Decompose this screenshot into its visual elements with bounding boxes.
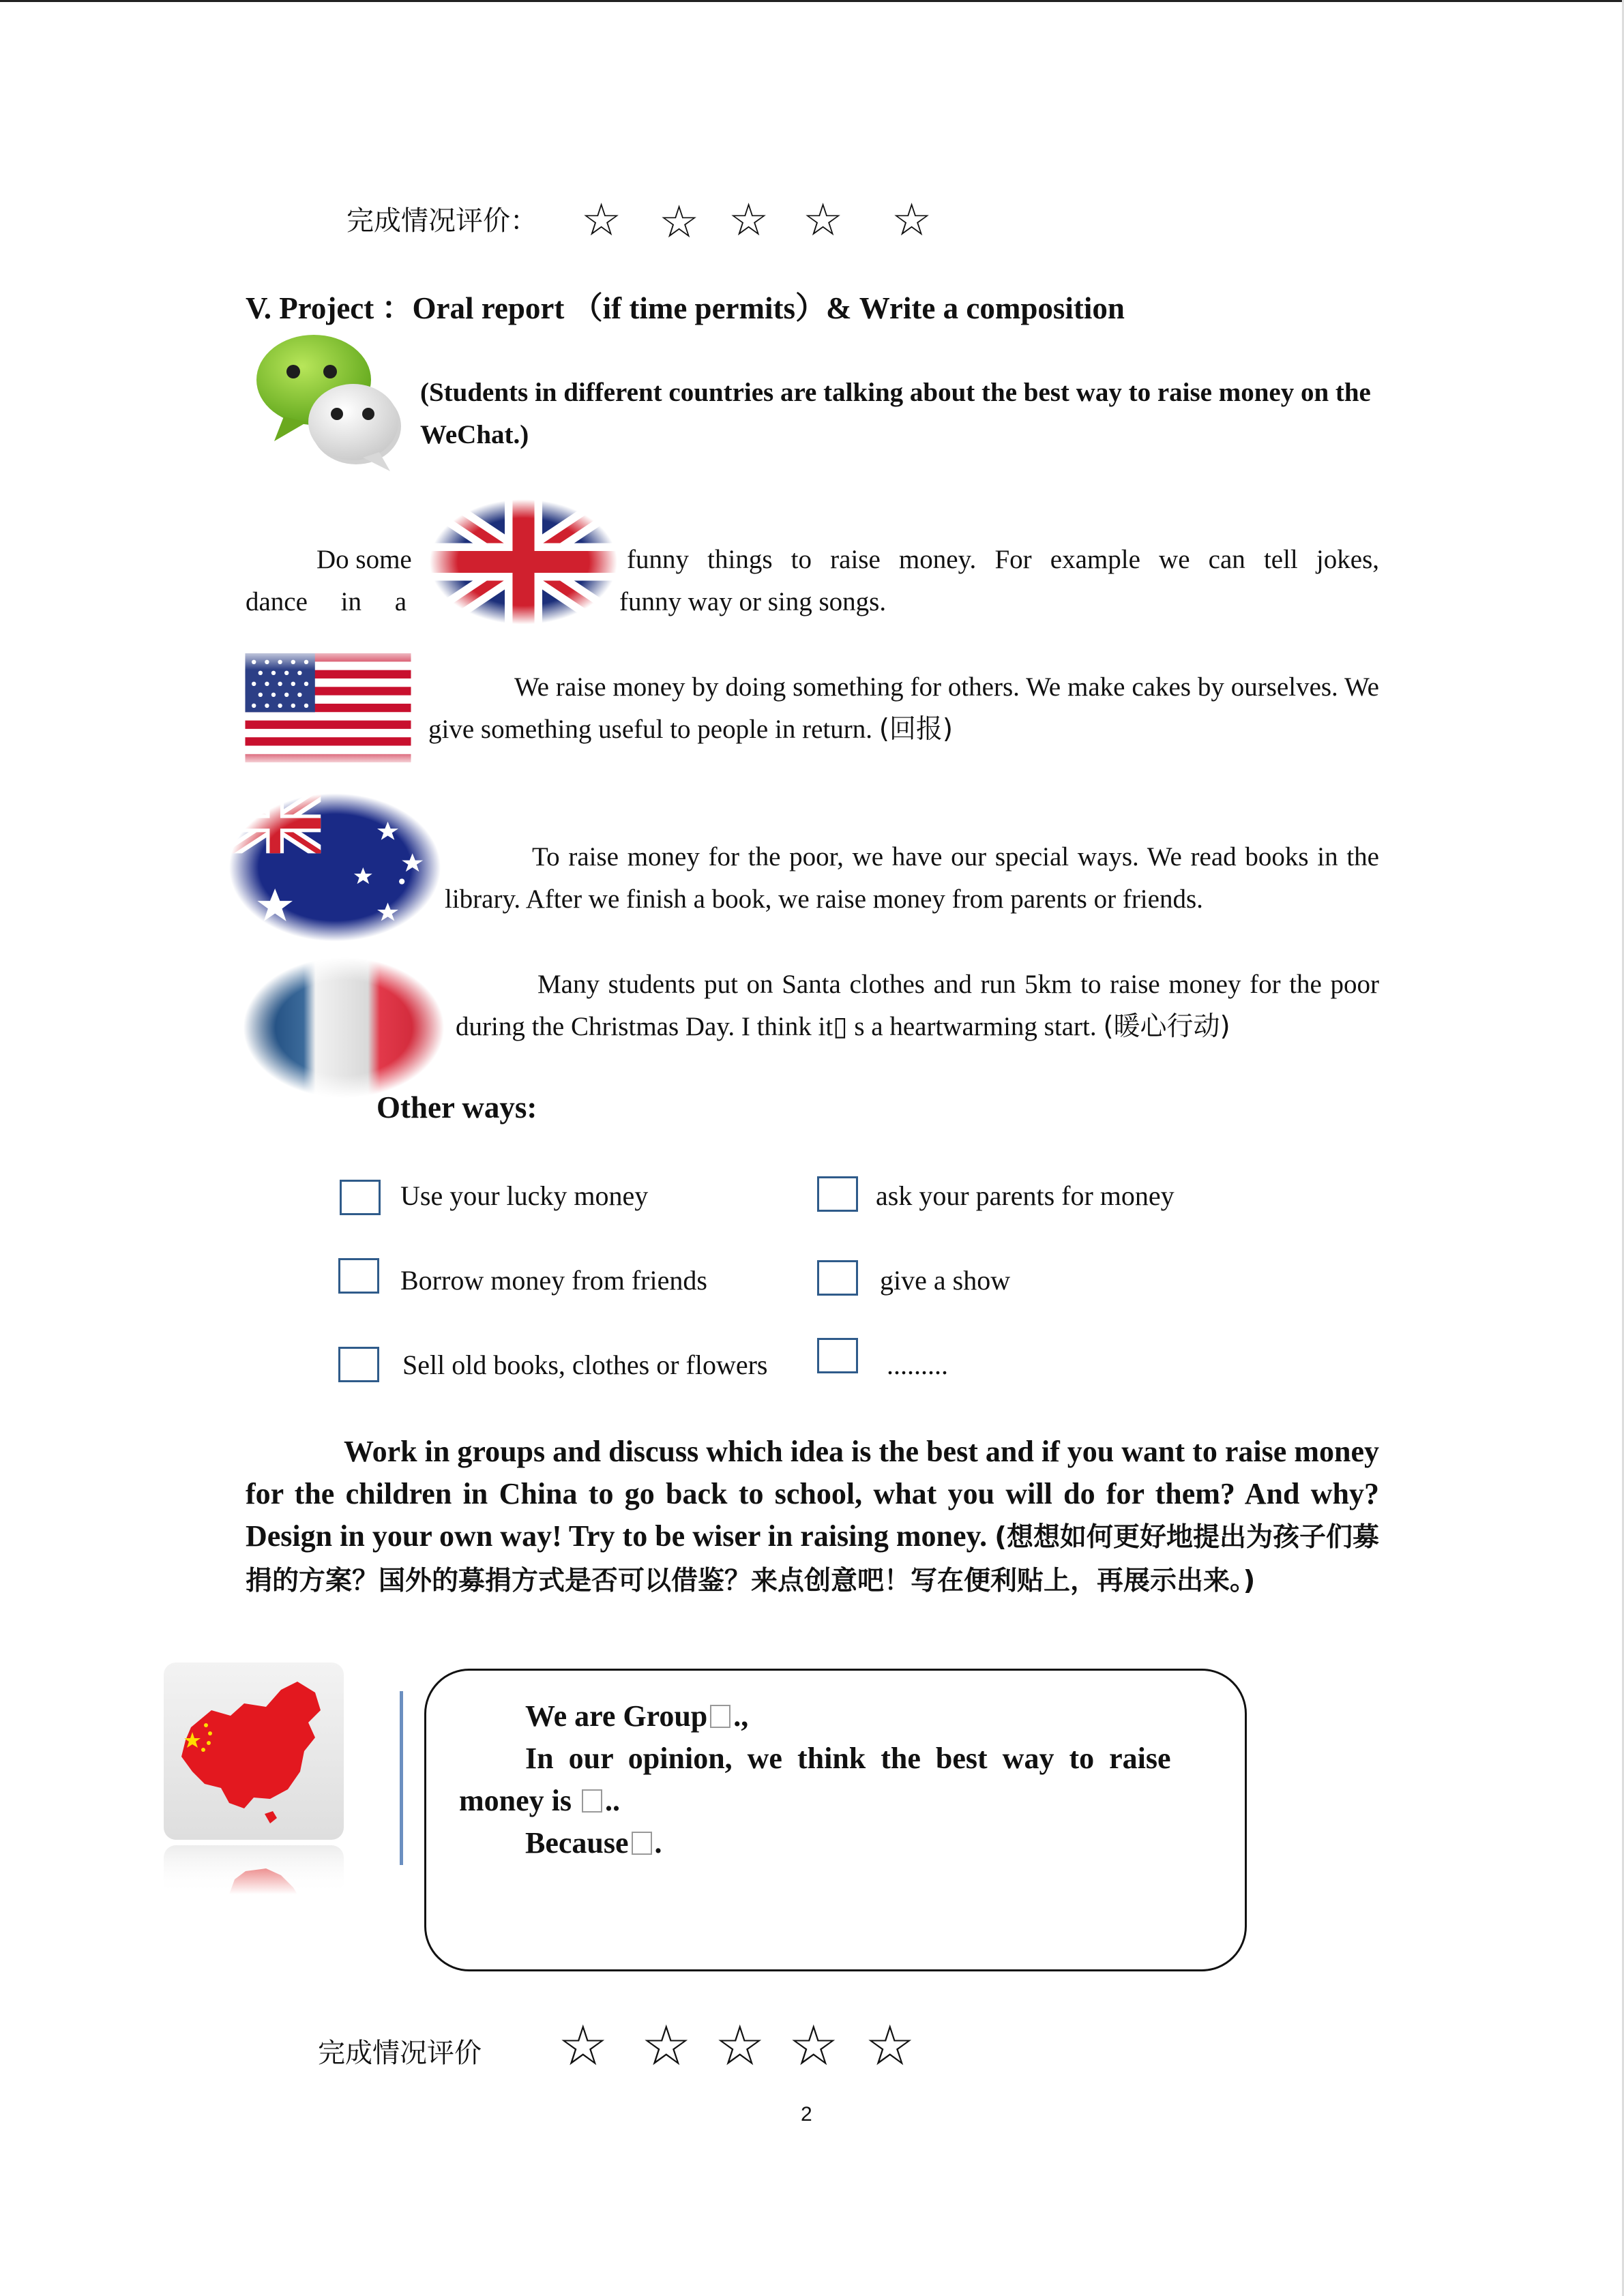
option-checkbox-5[interactable] xyxy=(338,1347,379,1382)
rating-star-top-3[interactable]: ☆ xyxy=(728,194,769,246)
option-label-6: ......... xyxy=(887,1350,948,1380)
evaluation-label-top: 完成情况评价： xyxy=(346,205,537,237)
blank-box-group xyxy=(710,1705,730,1728)
rating-star-bottom-2[interactable]: ☆ xyxy=(641,2014,692,2078)
option-label-2: ask your parents for money xyxy=(876,1180,1175,1211)
france-flag-icon xyxy=(243,957,445,1098)
rating-star-bottom-1[interactable]: ☆ xyxy=(558,2014,608,2078)
uk-post-start-2: funny things to raise money. For example we can tell jokes, xyxy=(627,545,1379,574)
uk-post-line2-b: funny way or sing songs. xyxy=(619,587,887,616)
australia-post-text: To raise money for the poor, we have our special ways. We read books in the library. After we finish a book, we raise money from parents or friends. xyxy=(445,842,1379,914)
option-checkbox-2[interactable] xyxy=(817,1176,858,1212)
uk-post-line2-a: dance in a xyxy=(246,587,407,616)
work-task-text: Work in groups and discuss which idea is the best and if you want to raise money for the children in China to go back to school, what you will do for them? And why? Design in your own way! Try to be wiser in raising money. (想想如何更好地提出为孩子们募捐的方案？国外的募捐方式是否可以借鉴？来点创意吧！写在便利贴上，再展示出来。) xyxy=(246,1435,1380,1596)
wechat-note: (Students in different countries are talking about the best way to raise money on the WeChat.) xyxy=(420,378,1371,449)
rating-star-top-1[interactable]: ☆ xyxy=(581,194,622,246)
wechat-icon xyxy=(254,331,404,474)
uk-flag-icon xyxy=(430,496,617,627)
blank-box-because xyxy=(632,1832,652,1855)
bubble-line-opinion: In our opinion, we think the best way to raise xyxy=(525,1742,1171,1775)
evaluation-label-bottom: 完成情况评价 xyxy=(318,2038,482,2069)
china-map-icon xyxy=(164,1663,344,1894)
rating-star-top-5[interactable]: ☆ xyxy=(891,194,932,246)
section-heading: V. Project ：Oral report （if time permits）& Write a composition xyxy=(246,291,1125,325)
option-label-1: Use your lucky money xyxy=(400,1180,649,1211)
option-label-4: give a show xyxy=(880,1265,1011,1296)
uk-post-start-1: Do some xyxy=(316,545,412,574)
usa-flag-icon xyxy=(243,653,413,762)
blank-box-way xyxy=(582,1789,602,1813)
option-checkbox-4[interactable] xyxy=(817,1260,858,1296)
australia-flag-icon xyxy=(229,792,441,942)
option-label-3: Borrow money from friends xyxy=(400,1265,707,1296)
page-number: 2 xyxy=(801,2103,812,2126)
rating-star-bottom-3[interactable]: ☆ xyxy=(715,2014,765,2078)
option-checkbox-6[interactable] xyxy=(817,1338,858,1373)
rating-star-bottom-4[interactable]: ☆ xyxy=(788,2014,839,2078)
rating-star-top-4[interactable]: ☆ xyxy=(803,194,844,246)
bubble-line-group: We are Group ., xyxy=(525,1699,749,1733)
option-checkbox-3[interactable] xyxy=(338,1258,379,1294)
rating-star-top-2[interactable]: ☆ xyxy=(659,196,700,248)
usa-post-text: We raise money by doing something for others. We make cakes by ourselves. We give something useful to people in return. (回报) xyxy=(428,672,1379,745)
other-ways-title: Other ways: xyxy=(377,1090,537,1124)
bubble-line-because: Because . xyxy=(525,1826,662,1860)
accent-bar xyxy=(400,1691,403,1865)
option-label-5: Sell old books, clothes or flowers xyxy=(402,1350,768,1380)
top-border-line xyxy=(0,0,1624,2)
france-post-text: Many students put on Santa clothes and run 5km to raise money for the poor during the Christmas Day. I think it▯ s a heartwarming start. (暖心行动) xyxy=(456,970,1379,1042)
option-checkbox-1[interactable] xyxy=(340,1180,381,1215)
rating-star-bottom-5[interactable]: ☆ xyxy=(865,2014,915,2078)
bubble-line-money: money is .. xyxy=(459,1784,620,1817)
